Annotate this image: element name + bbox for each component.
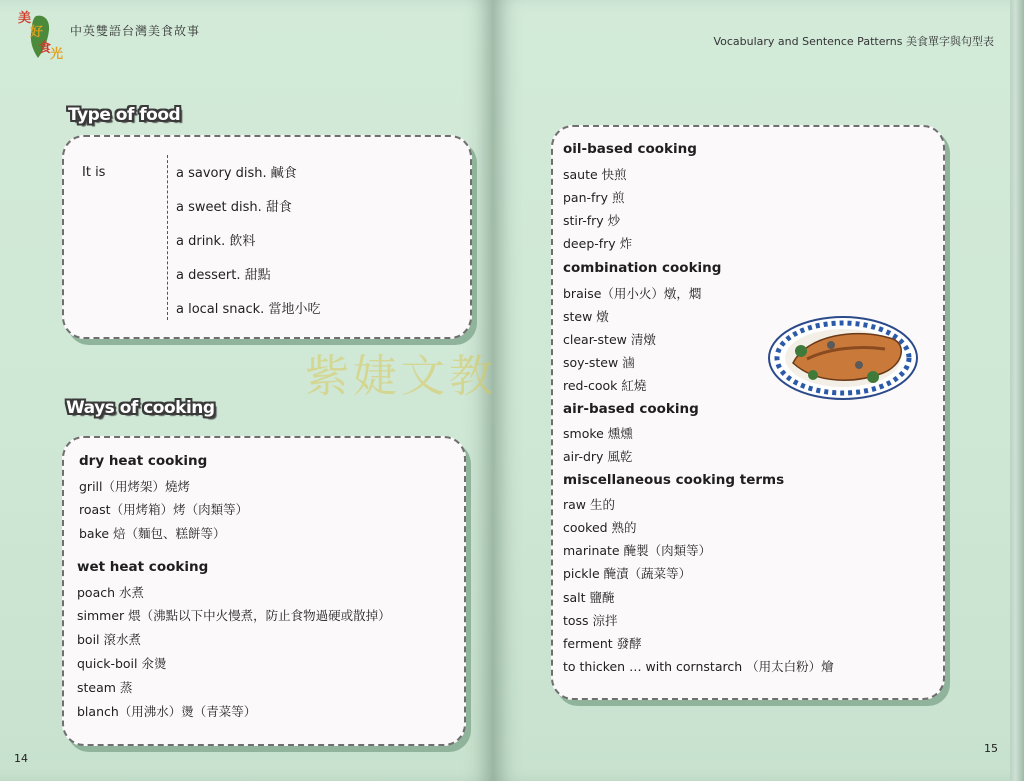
ways-of-cooking-card [62, 436, 466, 746]
cooking-term: raw 生的 [563, 497, 615, 512]
cooking-term: pan-fry 煎 [563, 190, 625, 205]
cooking-methods-card [551, 125, 945, 700]
type-of-food-card [62, 135, 472, 339]
type-of-food-title: Type of food [68, 105, 181, 125]
cooking-term: saute 快煎 [563, 167, 627, 182]
divider [167, 155, 168, 320]
cooking-term: pickle 醃漬（蔬菜等） [563, 566, 692, 581]
page-number-left: 14 [14, 752, 28, 765]
logo-char-1: 美 [18, 11, 32, 26]
logo-char-3: 食 [38, 41, 52, 56]
watermark: 紫婕文教 [305, 351, 497, 402]
cooking-term: blanch（用沸水）燙（青菜等） [77, 704, 257, 719]
cooking-term: quick-boil 氽燙 [77, 656, 167, 671]
cooking-term: salt 鹽醃 [563, 590, 615, 605]
book-title: 中英雙語台灣美食故事 [70, 24, 201, 38]
ways-of-cooking-title: Ways of cooking [66, 398, 215, 418]
cooking-term: stir-fry 炒 [563, 213, 621, 228]
sentence-lead: It is [82, 165, 106, 180]
cooking-term: stew 燉 [563, 309, 609, 324]
running-head: Vocabulary and Sentence Patterns 美食單字與句型表 [713, 35, 994, 48]
oil-based-heading: oil-based cooking [563, 141, 697, 157]
cooking-term: grill（用烤架）燒烤 [79, 479, 190, 494]
food-type-option: a sweet dish. 甜食 [176, 200, 292, 215]
air-based-heading: air-based cooking [563, 401, 699, 417]
cooking-term: air-dry 風乾 [563, 449, 633, 464]
misc-heading: miscellaneous cooking terms [563, 472, 785, 488]
cooking-term: red-cook 紅燒 [563, 378, 647, 393]
cooking-term: bake 焙（麵包、糕餅等） [79, 526, 226, 541]
food-type-option: a savory dish. 鹹食 [176, 166, 297, 181]
cooking-term: braise（用小火）燉，燜 [563, 286, 702, 301]
book-edge [1010, 0, 1024, 781]
cooking-term: roast（用烤箱）烤（肉類等） [79, 502, 249, 517]
cooking-term: toss 涼拌 [563, 613, 618, 628]
page-number-right: 15 [984, 742, 998, 755]
cooking-term: poach 水煮 [77, 585, 145, 600]
dry-heat-heading: dry heat cooking [79, 453, 208, 469]
food-type-option: a dessert. 甜點 [176, 268, 271, 283]
logo-char-4: 光 [50, 47, 64, 62]
cooking-term: simmer 煨（沸點以下中火慢煮，防止食物過硬或散掉） [77, 608, 391, 623]
cooking-term: steam 蒸 [77, 680, 133, 695]
food-type-option: a drink. 飲料 [176, 234, 256, 249]
cooking-term: ferment 發酵 [563, 636, 642, 651]
cooking-term: to thicken … with cornstarch （用太白粉）燴 [563, 659, 834, 674]
cooking-term: cooked 熟的 [563, 520, 637, 535]
cooking-term: smoke 燻燻 [563, 426, 633, 441]
cooking-term: marinate 醃製（肉類等） [563, 543, 712, 558]
combination-heading: combination cooking [563, 260, 722, 276]
wet-heat-heading: wet heat cooking [77, 559, 209, 575]
fish-dish-illustration [767, 315, 919, 401]
book-logo [18, 10, 64, 62]
cooking-term: soy-stew 滷 [563, 355, 635, 370]
cooking-term: clear-stew 清燉 [563, 332, 656, 347]
food-type-option: a local snack. 當地小吃 [176, 302, 321, 317]
cooking-term: deep-fry 炸 [563, 236, 633, 251]
cooking-term: boil 滾水煮 [77, 632, 142, 647]
logo-char-2: 好 [30, 25, 44, 40]
